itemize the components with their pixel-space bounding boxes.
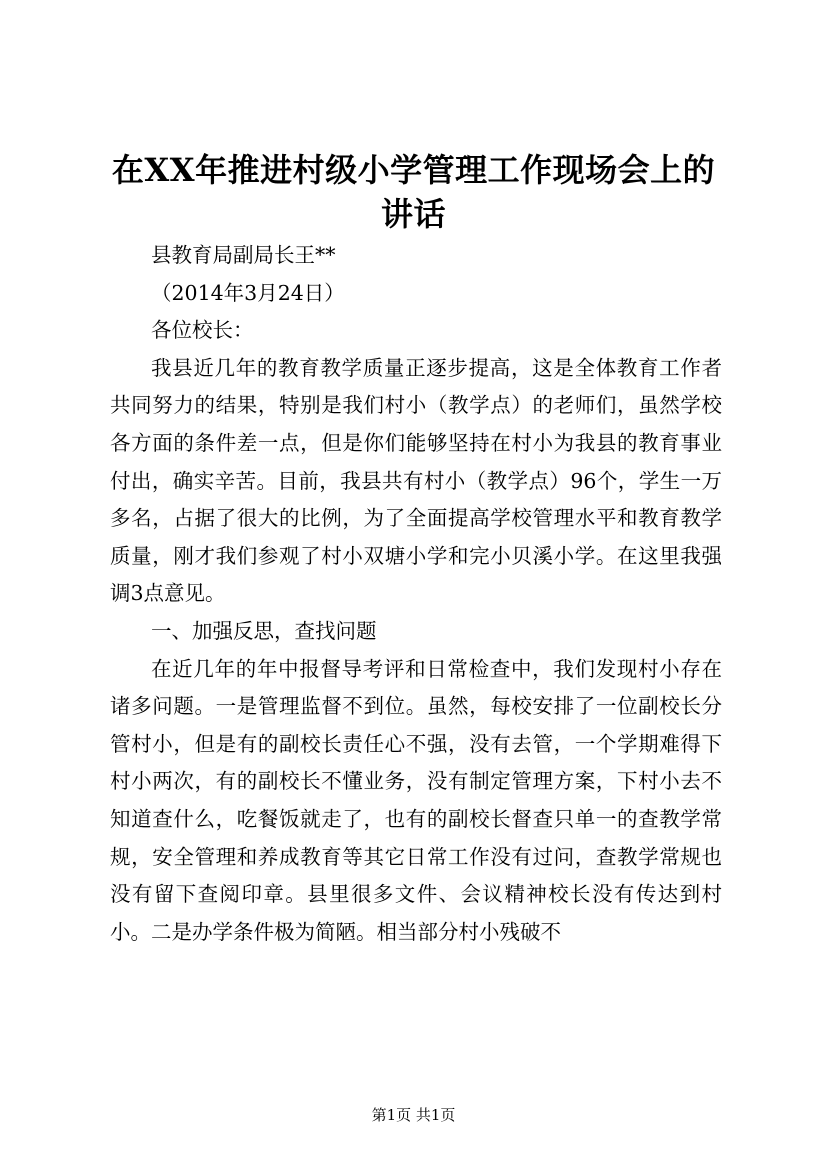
document-title: 在XX年推进村级小学管理工作现场会上的讲话 (111, 151, 716, 233)
salutation: 各位校长： (151, 318, 254, 343)
document-body (110, 237, 722, 951)
date-line: （2014年3月24日） (151, 280, 345, 305)
page-footer: 第1页 共1页 (371, 1106, 456, 1124)
paragraph-problems: 在近几年的年中报督导考评和日常检查中，我们发现村小存在诸多问题。一是管理监督不到位。虽然，每校安排了一位副校长分管村小，但是有的副校长责任心不强，没有去管，一个学期难得下村小两次，有的副校长不懂业务，没有制定管理方案，下村小去不知道查什么，吃餐饭就走了，也有的副校长督查只单一的查教学常规，安全管理和养成教育等其它日常工作没有过问，查教学常规也没有留下查阅印章。县里很多文件、会议精神校长没有传达到村小。二是办学条件极为简陋。相当部分村小残破不 (110, 656, 722, 944)
section-heading-1: 一、加强反思，查找问题 (151, 618, 377, 643)
speaker-line: 县教育局副局长王** (151, 243, 336, 267)
paragraph-intro: 我县近几年的教育教学质量正逐步提高，这是全体教育工作者共同努力的结果，特别是我们村小（教学点）的老师们，虽然学校各方面的条件差一点，但是你们能够坚持在村小为我县的教育事业付出，确实辛苦。目前，我县共有村小（教学点）96个，学生一万多名，占据了很大的比例，为了全面提高学校管理水平和教育教学质量，刚才我们参观了村小双塘小学和完小贝溪小学。在这里我强调3点意见。 (110, 355, 722, 606)
